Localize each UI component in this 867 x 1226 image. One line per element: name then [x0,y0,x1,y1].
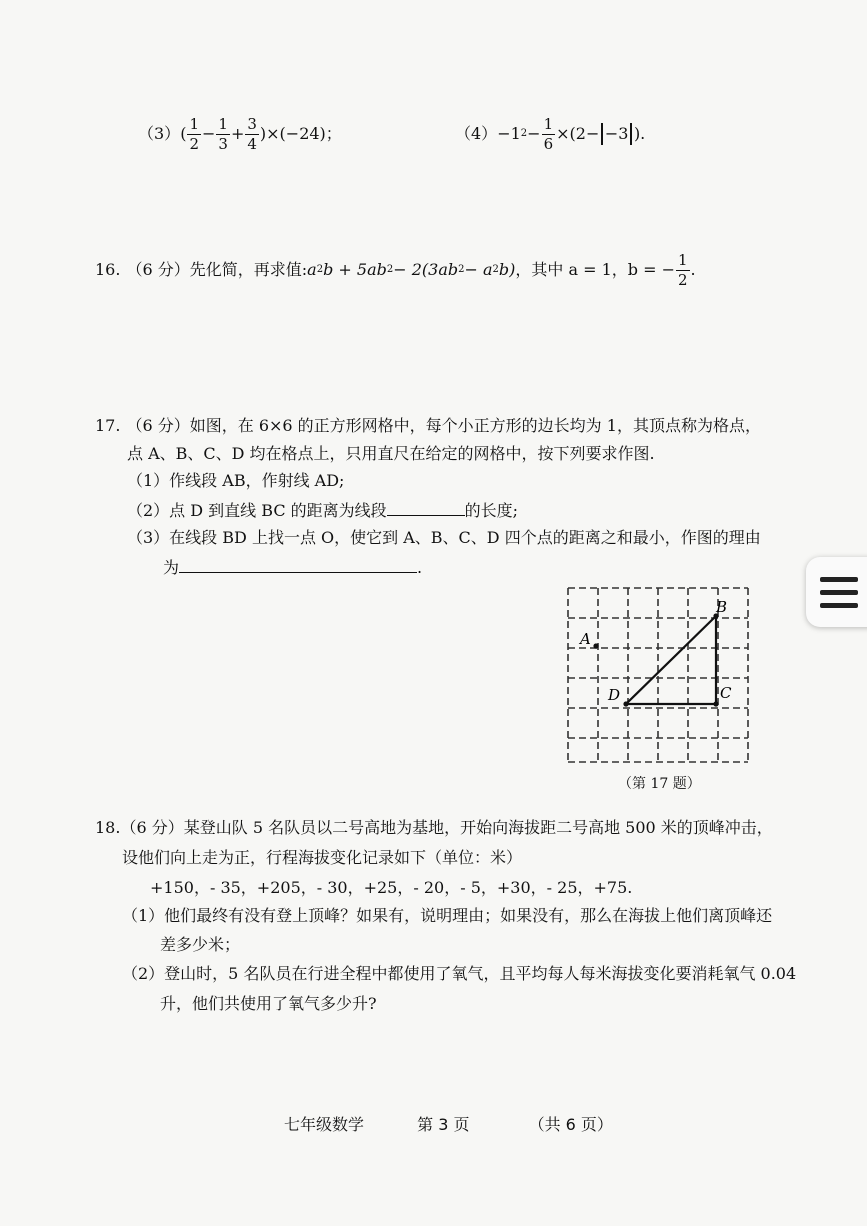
point-d [623,701,628,706]
q18-line1 [95,820,773,836]
q16-cond-frac: $\frac{1}{2}$ [677,250,688,289]
q17-grid-figure [560,582,760,772]
q18-item1-b: 差多少米； [160,935,241,954]
q15-p4-minus: − [527,124,541,143]
q17-number: 17. [95,416,121,435]
abs-bar-left [601,123,603,145]
q15-p3-frac2: $\frac{1}{3}$ [218,114,228,153]
q15-p3-tail: )×(−24)； [259,124,342,143]
q15-p4-inner: −3 [604,124,629,143]
q18-number: 18. [95,818,121,837]
footer [284,1117,613,1133]
q16-expr-c: − 2(3ab [393,260,459,279]
q15-p3-label: （3） [138,124,181,143]
menu-button[interactable] [806,557,867,627]
q17-item1: （1）作线段 AB，作射线 AD; [127,471,345,490]
label-b: B [716,598,728,616]
q17-item2 [127,501,518,519]
q16-expr-b: b + 5ab [323,260,387,279]
q18-item2-b: 升，他们共使用了氧气多少升? [160,994,377,1013]
q15-p4-mid: ×(2− [556,124,600,143]
triangle-bcd [626,616,716,704]
q16-number: 16. [95,260,121,279]
label-c: C [720,684,732,702]
q17-caption: （第 17 题） [618,776,701,792]
footer-subject: 七年级数学 [284,1115,365,1134]
q15-p4-head: −1 [497,124,521,143]
point-a [593,643,598,648]
q18-records: +150，- 35，+205，- 30，+25，- 20，- 5，+30，- 25，+75. [150,878,633,897]
q16-score: （6 分） [126,260,190,279]
q16-expr-a: a [307,260,317,279]
q15-p3-frac3: $\frac{3}{4}$ [247,114,257,153]
q16-condition: ，其中 a = 1，b = − [515,260,675,279]
q18-item1-a: （1）他们最终有没有登上顶峰？如果有，说明理由；如果没有，那么在海拔上他们离顶峰还 [122,906,773,925]
q18-text1: 某登山队 5 名队员以二号高地为基地，开始向海拔距二号高地 500 米的顶峰冲击， [183,818,773,837]
q18-item2-a: （2）登山时，5 名队员在行进全程中都使用了氧气，且平均每人每米海拔变化要消耗氧气 0.04 [122,964,797,983]
q17-line2: 点 A、B、C、D 均在格点上，只用直尺在给定的网格中，按下列要求作图. [127,444,655,463]
q17-item2-tail: 的长度; [464,501,519,520]
q15-p3-open: ( [180,124,187,143]
q17-text1: 如图，在 6×6 的正方形网格中，每个小正方形的边长均为 1，其顶点称为格点， [189,416,761,435]
q15-p3-frac1: $\frac{1}{2}$ [189,114,199,153]
label-a: A [580,630,591,648]
q15-part3 [138,112,342,156]
q15-part4: （4） −1 2 − $\frac{1}{6}$ ×(2− −3 ). [455,114,646,153]
q17-score: （6 分） [126,416,190,435]
point-c [713,701,718,706]
q15-p4-end: ). [633,124,646,143]
q15-p3-minus: − [201,124,216,143]
q18-line2: 设他们向上走为正，行程海拔变化记录如下（单位：米） [122,848,523,867]
q17-line1 [95,418,761,434]
footer-page: 第 3 页 [417,1115,470,1134]
q17-item3-prefix: 为 [163,558,180,577]
q17-answer-blank-1[interactable] [387,501,465,516]
footer-total: （共 6 页） [528,1115,613,1134]
q16-cond-end: . [690,260,696,279]
q17-item3b [163,558,422,576]
q16-expr-e: b) [498,260,516,279]
q17-answer-blank-2[interactable] [179,558,417,573]
q16-expr-d: − a [464,260,493,279]
q18-score: （6 分） [120,818,184,837]
q17-item2-text: （2）点 D 到直线 BC 的距离为线段 [127,501,387,520]
q16-text: 先化简，再求值: [189,260,308,279]
q17-item3-end: . [417,558,423,577]
q16: 16. （6 分） 先化简，再求值: a 2 b + 5ab 2 − 2(3ab 2 − a 2 b) ，其中 a = 1，b = − $\frac{1}{2}$ . [95,250,696,289]
q15-p3-plus: + [230,124,245,143]
label-d: D [608,686,621,704]
q15-p4-label: （4） [455,124,498,143]
abs-bar-right [630,123,632,145]
q15-p4-frac: $\frac{1}{6}$ [543,114,554,153]
q17-item3: （3）在线段 BD 上找一点 O，使它到 A、B、C、D 四个点的距离之和最小，作图的理由 [127,528,761,547]
